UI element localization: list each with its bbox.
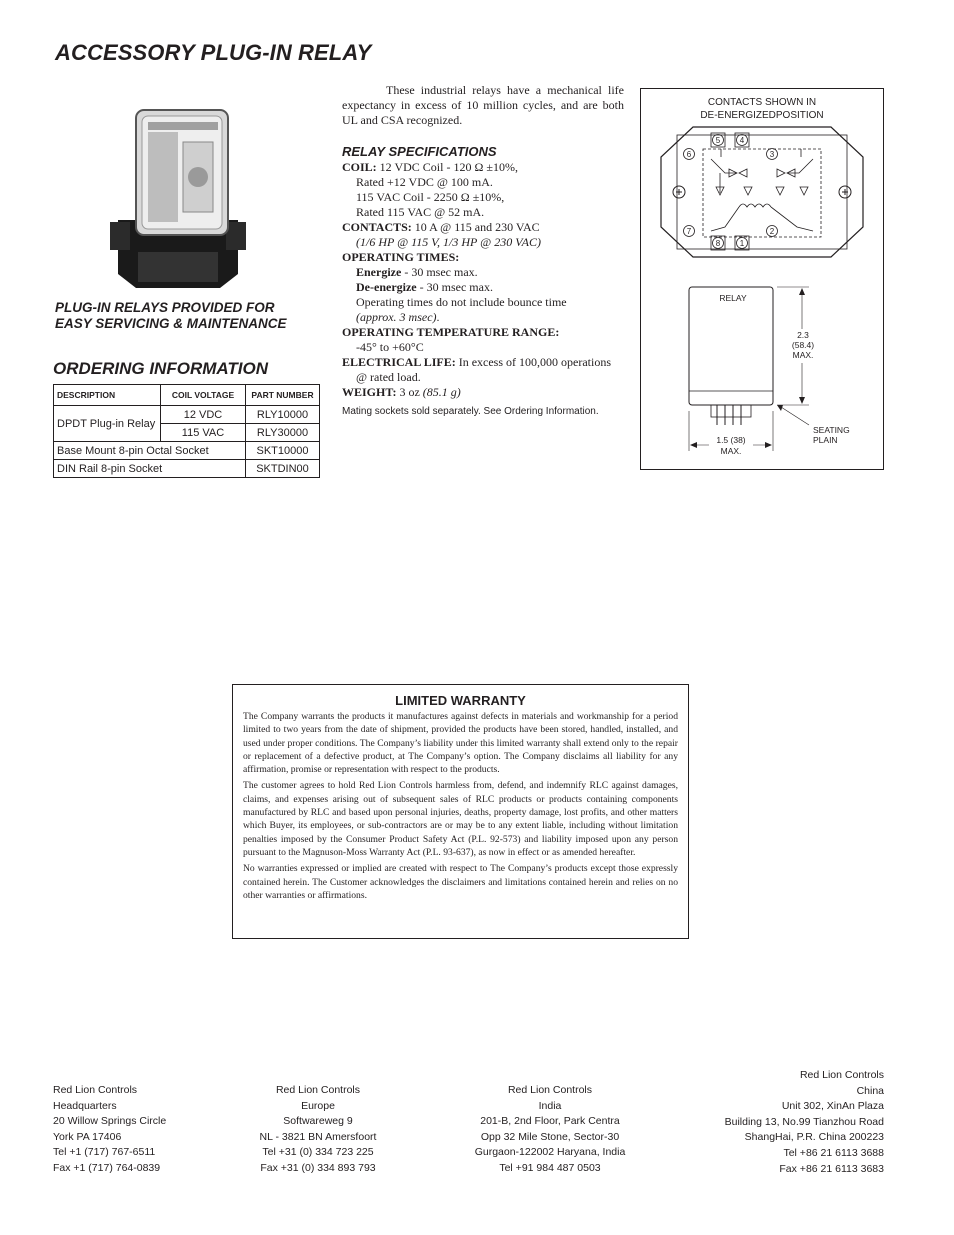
height-dimension-metric: (58.4): [791, 340, 815, 350]
relay-description: DPDT Plug-in Relay: [54, 406, 161, 442]
part-number: SKT10000: [246, 442, 320, 460]
table-row: [54, 406, 320, 424]
warranty-heading: LIMITED WARRANTY: [395, 693, 526, 708]
part-number: RLY30000: [246, 424, 320, 442]
intro-paragraph: These industrial relays have a mechanical life expectancy in excess of 10 million cycles, and are both UL and CSA recognized.: [342, 83, 624, 127]
width-dimension: 1.5 (38): [716, 435, 746, 445]
warranty-body: The Company warrants the products it manufactures against defects in materials and workmanship for a period limited to two years from the date of shipment, provided the products have been stored, handled, installed, and used under proper conditions. The Company’s liability under this limited warranty shall extend only to the repair or replacement of a defective product, at The Company’s option. The Company disclaims all liability for any affirmation, promise or representation with respect to the products. The customer agrees to hold Red Lion Controls harmless from, defend, and indemnify RLC against damages, claims, and expenses arising out of subsequent sales of RLC products or products containing components manufactured by RLC and based upon personal injuries, deaths, property damage, lost profits, and other matters which Buyer, its employees, or sub-contractors are or may be to any extent liable, including without limitation penalties imposed by the Consumer Product Safety Act (P.L. 92-573) and liability imposed upon any person pursuant to the Magnuson-Moss Warranty Act (P.L. 93-637), as now in effect or as amended hereafter. No warranties expressed or implied are created with respect to The Company’s products except those expressly contained herein. The Customer acknowledges the disclaimers and limitations contained herein and relies on no other warranties or affirmations.: [243, 711, 678, 901]
socket-description: DIN Rail 8-pin Socket: [54, 460, 246, 478]
width-dimension-max: MAX.: [720, 446, 742, 456]
address-china: Red Lion Controls China Unit 302, XinAn Plaza Building 13, No.99 Tianzhou Road ShangHai, P.R. China 200223 Tel +86 21 6113 3688 Fax +86 21 6113 3683: [724, 1069, 884, 1175]
address-india: Red Lion Controls India 201-B, 2nd Floor, Park Centra Opp 32 Mile Stone, Sector-30 Gurgaon-122002 Haryana, India Tel +91 984 487 0503: [474, 1084, 626, 1174]
relay-side-label: RELAY: [719, 293, 747, 303]
diagram-caption-line2: DE-ENERGIZEDPOSITION: [700, 110, 824, 121]
page-title: ACCESSORY PLUG-IN RELAY: [55, 40, 372, 65]
pin-label: 4: [739, 136, 745, 145]
relay-diagram-drawing: [641, 89, 883, 469]
pin-label: 1: [739, 239, 745, 248]
seating-label: SEATING: [813, 425, 850, 435]
pin-label: 7: [686, 227, 692, 236]
height-dimension-max: MAX.: [792, 350, 814, 360]
height-dimension: 2.3: [797, 330, 809, 340]
pin-label: 2: [769, 227, 775, 236]
specs-heading: RELAY SPECIFICATIONS: [342, 144, 497, 159]
pin-label: 8: [715, 239, 721, 248]
socket-description: Base Mount 8-pin Octal Socket: [54, 442, 246, 460]
pin-label: 3: [769, 150, 775, 159]
table-row: [54, 460, 320, 478]
diagram-caption-line1: CONTACTS SHOWN IN: [707, 97, 817, 108]
relay-diagram: [640, 88, 884, 470]
table-row: [54, 442, 320, 460]
relay-photo: [108, 102, 248, 290]
table-header-part-number: PART NUMBER: [246, 385, 320, 406]
address-headquarters: Red Lion Controls Headquarters 20 Willow Springs Circle York PA 17406 Tel +1 (717) 767-6511 Fax +1 (717) 764-0839: [53, 1084, 167, 1174]
part-number: SKTDIN00: [246, 460, 320, 478]
coil-voltage: 12 VDC: [161, 406, 246, 424]
pin-label: 5: [715, 136, 721, 145]
plug-in-caption: PLUG-IN RELAYS PROVIDED FOR EASY SERVICING & MAINTENANCE: [55, 300, 287, 331]
part-number: RLY10000: [246, 406, 320, 424]
ordering-table: [53, 384, 320, 478]
pin-label: 6: [686, 150, 692, 159]
table-header-coil-voltage: COIL VOLTAGE: [161, 385, 246, 406]
seating-label-2: PLAIN: [813, 435, 838, 445]
limited-warranty: [232, 684, 689, 939]
address-europe: Red Lion Controls Europe Softwareweg 9 NL - 3821 BN Amersfoort Tel +31 (0) 334 723 225 Fax +31 (0) 334 893 793: [259, 1084, 377, 1174]
ordering-heading: ORDERING INFORMATION: [53, 359, 269, 378]
coil-voltage: 115 VAC: [161, 424, 246, 442]
table-header-description: DESCRIPTION: [54, 385, 161, 406]
mating-note: Mating sockets sold separately. See Ordering Information.: [342, 406, 599, 417]
relay-specifications: COIL: 12 VDC Coil - 120 Ω ±10%, Rated +12 VDC @ 100 mA. 115 VAC Coil - 2250 Ω ±10%, Rated 115 VAC @ 52 mA. CONTACTS: 10 A @ 115 and 230 VAC (1/6 HP @ 115 V, 1/3 HP @ 230 VAC) OPERATING TIMES: Energize - 30 msec max. De-energize - 30 msec max. Operating times do not include bounce time (approx. 3 msec). OPERATING TEMPERATURE RANGE: -45° to +60°C ELECTRICAL LIFE: In excess of 100,000 operations @ rated load. WEIGHT: 3 oz (85.1 g): [342, 160, 611, 399]
